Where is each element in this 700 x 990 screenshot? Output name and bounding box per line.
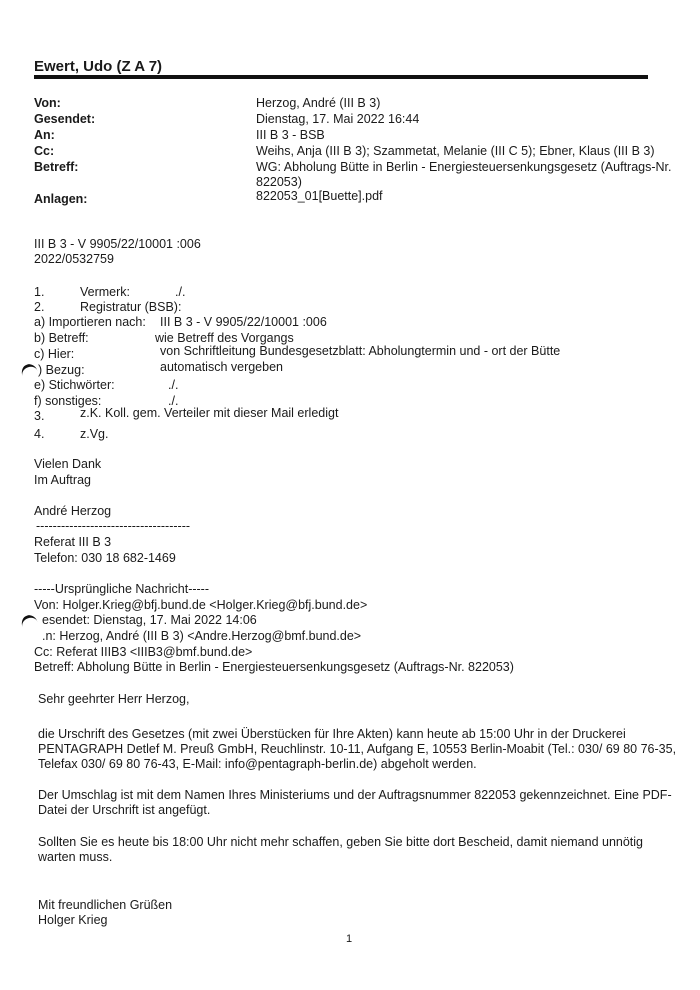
subject-label: Betreff: [34, 160, 79, 174]
list-sub-value: automatisch vergeben [160, 360, 283, 374]
sender-department: Referat III B 3 [34, 535, 112, 549]
list-sub-label: a) Importieren nach: [34, 315, 146, 329]
to-value: III B 3 - BSB [256, 128, 325, 142]
sent-label: Gesendet: [34, 112, 96, 126]
list-item-number: 2. [34, 300, 45, 314]
list-sub-label: e) Stichwörter: [34, 378, 115, 392]
original-subject: Betreff: Abholung Bütte in Berlin - Energiesteuersenkungsgesetz (Auftrags-Nr. 822053) [34, 660, 514, 674]
sender-name: André Herzog [34, 504, 112, 518]
list-item-label: Vermerk: [80, 285, 131, 299]
original-sent: esendet: Dienstag, 17. Mai 2022 14:06 [42, 613, 257, 627]
attachments-label: Anlagen: [34, 192, 88, 206]
list-sub-value: wie Betreff des Vorgangs [155, 331, 294, 345]
attachment-link[interactable]: 822053_01[Buette].pdf [256, 189, 383, 203]
original-message-heading: -----Ursprüngliche Nachricht----- [34, 582, 210, 596]
list-sub-label: f) sonstiges: [34, 394, 102, 408]
list-sub-value: III B 3 - V 9905/22/10001 :006 [160, 315, 327, 329]
regards: Mit freundlichen Grüßen [38, 898, 173, 912]
document-number: 2022/0532759 [34, 252, 114, 266]
from-value: Herzog, André (III B 3) [256, 96, 381, 110]
paragraph-line: Datei der Urschrift ist angefügt. [38, 803, 211, 817]
paragraph-line: Telefax 030/ 69 80 76-43, E-Mail: info@pentagraph-berlin.de) abgeholt werden. [38, 757, 477, 771]
list-item-value: z.Vg. [80, 427, 109, 441]
sender-phone: Telefon: 030 18 682-1469 [34, 551, 176, 565]
original-cc: Cc: Referat IIIB3 <IIIB3@bmf.bund.de> [34, 645, 253, 659]
list-sub-value: ./. [168, 378, 179, 392]
sent-value: Dienstag, 17. Mai 2022 16:44 [256, 112, 420, 126]
paragraph-line: PENTAGRAPH Detlef M. Preuß GmbH, Reuchlinstr. 10-11, Aufgang E, 10553 Berlin-Moabit (Tel.: 030/ 69 80 76-35, [38, 742, 677, 756]
cc-label: Cc: [34, 144, 55, 158]
subject-value: WG: Abholung Bütte in Berlin - Energiesteuersenkungsgesetz (Auftrags-Nr. [256, 160, 672, 174]
title-rule [34, 75, 648, 79]
greeting: Sehr geehrter Herr Herzog, [38, 692, 190, 706]
list-item-label: Registratur (BSB): [80, 300, 182, 314]
closing-order: Im Auftrag [34, 473, 91, 487]
signer-name: Holger Krieg [38, 913, 108, 927]
list-item-value: z.K. Koll. gem. Verteiler mit dieser Mail erledigt [80, 406, 339, 420]
page-number: 1 [346, 933, 353, 945]
document-title: Ewert, Udo (Z A 7) [34, 58, 163, 75]
list-sub-label: b) Betreff: [34, 331, 89, 345]
subject-value-cont: 822053) [256, 175, 302, 189]
original-to: .n: Herzog, André (III B 3) <Andre.Herzog@bmf.bund.de> [42, 629, 362, 643]
list-item-number: 3. [34, 409, 45, 423]
paragraph-line: die Urschrift des Gesetzes (mit zwei Überstücken für Ihre Akten) kann heute ab 15:00 Uhr in der Druckerei [38, 727, 626, 741]
list-sub-value: ./. [168, 394, 179, 408]
list-item-value: ./. [175, 285, 186, 299]
paragraph-line: Der Umschlag ist mit dem Namen Ihres Ministeriums und der Auftragsnummer 822053 gekennzeichnet. Eine PDF- [38, 788, 672, 802]
original-from: Von: Holger.Krieg@bfj.bund.de <Holger.Krieg@bfj.bund.de> [34, 598, 368, 612]
list-sub-label: c) Hier: [34, 347, 75, 361]
punch-hole-mark [19, 613, 41, 636]
list-item-number: 1. [34, 285, 45, 299]
file-reference: III B 3 - V 9905/22/10001 :006 [34, 237, 201, 251]
paragraph-line: warten muss. [38, 850, 113, 864]
to-label: An: [34, 128, 55, 142]
from-label: Von: [34, 96, 61, 110]
paragraph-line: Sollten Sie es heute bis 18:00 Uhr nicht mehr schaffen, geben Sie bitte dort Bescheid, damit niemand unnötig [38, 835, 644, 849]
list-item-number: 4. [34, 427, 45, 441]
list-sub-label: ) Bezug: [38, 363, 85, 377]
signature-separator: ------------------------------------- [36, 519, 191, 533]
cc-value: Weihs, Anja (III B 3); Szammetat, Melanie (III C 5); Ebner, Klaus (III B 3) [256, 144, 655, 158]
closing-thanks: Vielen Dank [34, 457, 102, 471]
list-sub-value: von Schriftleitung Bundesgesetzblatt: Abholungtermin und - ort der Bütte [160, 344, 561, 358]
